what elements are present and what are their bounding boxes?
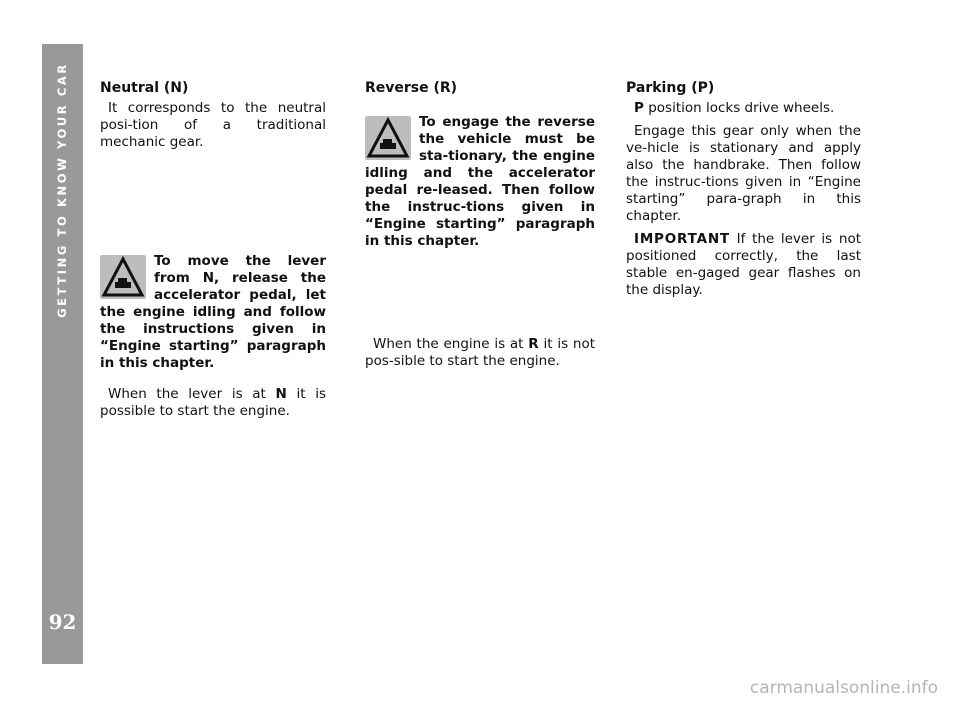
neutral-intro: It corresponds to the neutral posi-tion of a traditional mechanic gear. [100,100,326,150]
parking-line1 [626,100,861,117]
page-number: 92 [48,610,77,634]
reverse-note-key: R [528,336,539,352]
reverse-note [365,336,595,370]
parking-para2: Engage this gear only when the ve-hicle is stationary and apply also the handbrake. Then follow the instruc-tions given in “Engine starting” para-graph in this chapter. [626,123,861,224]
neutral-section [100,80,326,426]
reverse-note-post: it is not pos-sible to start the engine. [365,336,595,369]
reverse-warning [365,114,595,250]
warning-triangle-car-icon [365,116,411,160]
neutral-note [100,386,326,420]
parking-important [626,231,861,299]
parking-line1-key: P [634,100,644,116]
warning-triangle-car-icon [100,255,146,299]
neutral-note-post: it is possible to start the engine. [100,386,326,419]
neutral-note-pre: When the lever is at [108,386,266,402]
important-label: IMPORTANT [634,231,730,247]
neutral-note-key: N [275,386,287,402]
section-title: GETTING TO KNOW YOUR CAR [55,62,69,318]
reverse-heading: Reverse (R) [365,80,458,96]
important-text: If the lever is not positioned correctly, the last stable en-gaged gear flashes on the display. [626,231,861,298]
reverse-section [365,80,595,376]
parking-line1-text: position locks drive wheels. [648,100,835,116]
reverse-note-pre: When the engine is at [373,336,524,352]
neutral-warning [100,253,326,372]
parking-section [626,80,861,305]
watermark: carmanualsonline.info [749,678,938,698]
neutral-warning-text: To move the lever from N, release the accelerator pedal, let the engine idling and follow the instructions given in “Engine starting” paragraph in this chapter. [100,253,326,371]
neutral-heading: Neutral (N) [100,80,189,96]
reverse-warning-text: To engage the reverse the vehicle must be sta-tionary, the engine idling and the accelerator pedal re-leased. Then follow the instruc-tions given in “Engine starting” paragraph in this chapter. [365,114,595,249]
parking-heading: Parking (P) [626,80,715,96]
